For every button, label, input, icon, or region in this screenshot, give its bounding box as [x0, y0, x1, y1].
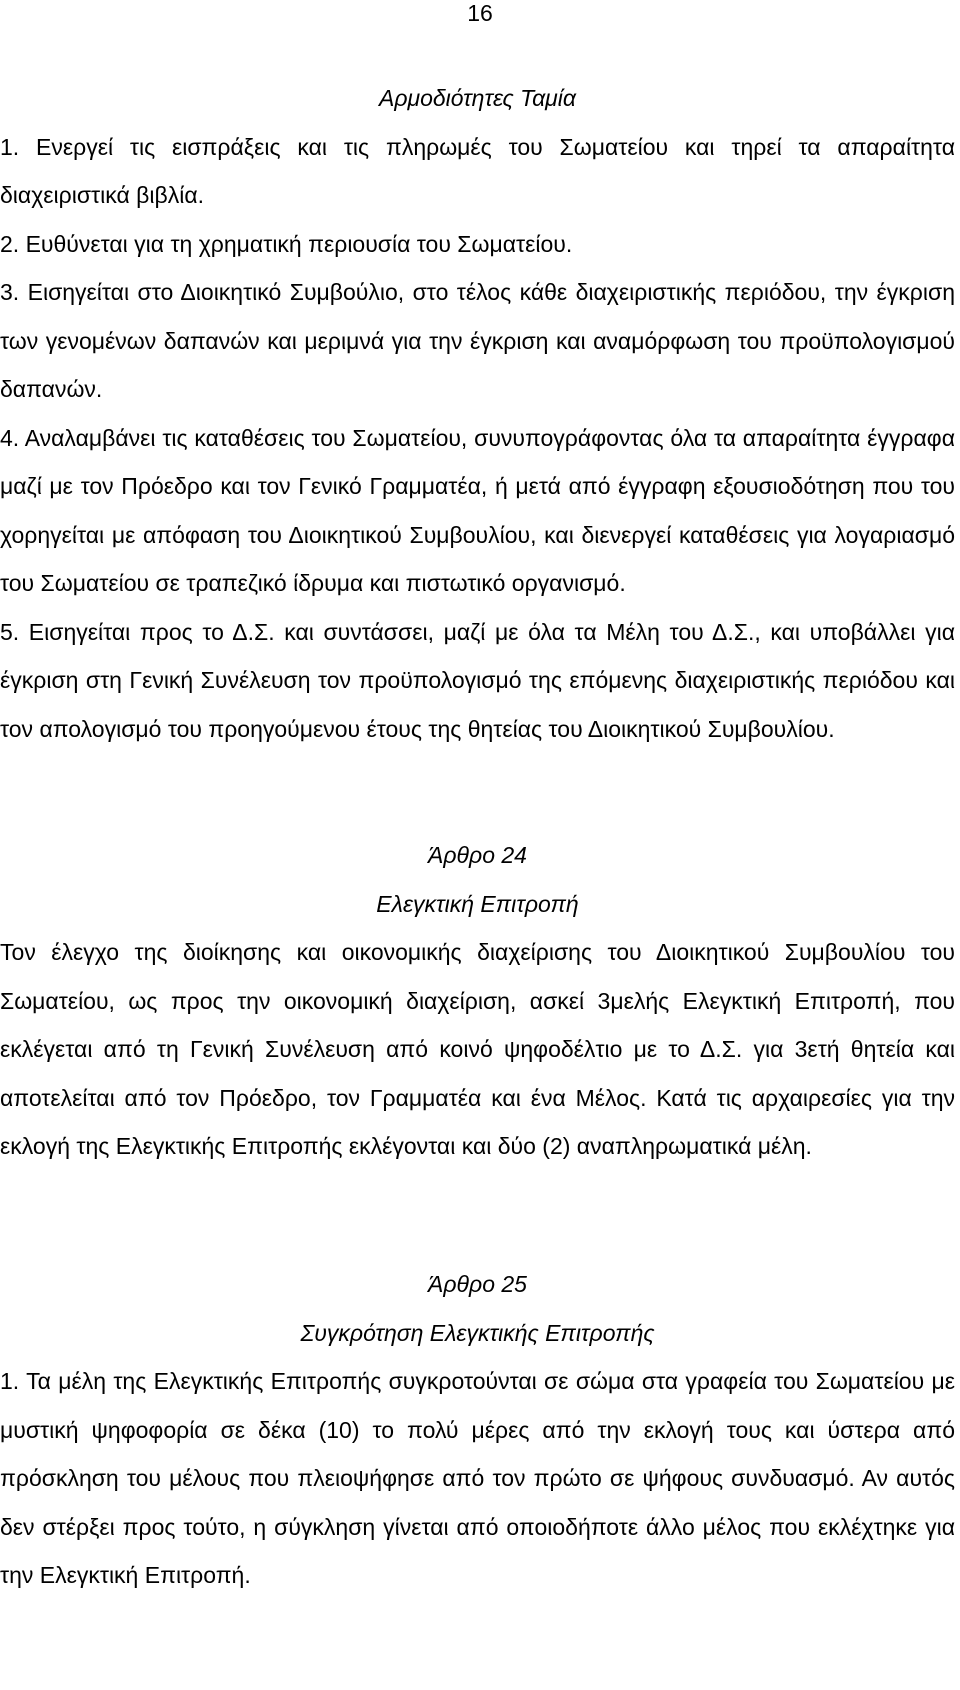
article-number: Άρθρο 25: [428, 1271, 527, 1297]
article-25-section: [0, 1260, 955, 1600]
paragraph: Τον έλεγχο της διοίκησης και οικονομικής διαχείρισης του Διοικητικού Συμβουλίου του Σωματείου, ως προς την οικονομική διαχείριση, ασκεί 3μελής Ελεγκτική Επιτροπή, που εκλέγεται από τη Γενική Συνέλευση από κοινό ψηφοδέλτιο με το Δ.Σ. για 3ετή θητεία και αποτελείται από τον Πρόεδρο, τον Γραμματέα και ένα Μέλος. Κατά τις αρχαιρεσίες για την εκλογή της Ελεγκτικής Επιτροπής εκλέγονται και δύο (2) αναπληρωματικά μέλη.: [0, 939, 955, 1159]
paragraph: 5. Εισηγείται προς το Δ.Σ. και συντάσσει, μαζί με όλα τα Μέλη του Δ.Σ., και υποβάλλει για έγκριση στη Γενική Συνέλευση τον προϋπολογισμό της επόμενης διαχειριστικής περιόδου και τον απολογισμό του προηγούμενου έτους της θητείας του Διοικητικού Συμβουλίου.: [0, 618, 955, 742]
paragraph: 3. Εισηγείται στο Διοικητικό Συμβούλιο, στο τέλος κάθε διαχειριστικής περιόδου, την έγκριση των γενομένων δαπανών και μεριμνά για την έγκριση και αναμόρφωση του προϋπολογισμού δαπανών.: [0, 279, 955, 402]
article-number: Άρθρο 24: [428, 842, 527, 868]
article-24-section: [0, 831, 955, 1171]
paragraph: 1. Τα μέλη της Ελεγκτικής Επιτροπής συγκροτούνται σε σώμα στα γραφεία του Σωματείου με μυστική ψηφοφορία σε δέκα (10) το πολύ μέρες από την εκλογή τους και ύστερα από πρόσκληση του μέλους που πλειοψήφησε από τον πρώτο σε ψήφους συνδυασμό. Αν αυτός δεν στέρξει προς τούτο, η σύγκληση γίνεται από οποιοδήποτε άλλο μέλος που εκλέχτηκε για την Ελεγκτική Επιτροπή.: [0, 1368, 955, 1588]
page-number: 16: [467, 0, 493, 26]
paragraph: 2. Ευθύνεται για τη χρηματική περιουσία του Σωματείου.: [0, 230, 573, 257]
paragraph: 4. Αναλαμβάνει τις καταθέσεις του Σωματείου, συνυπογράφοντας όλα τα απαραίτητα έγγραφα μαζί με τον Πρόεδρο και τον Γενικό Γραμματέα, ή μετά από έγγραφη εξουσιοδότηση που του χορηγείται με απόφαση του Διοικητικού Συμβουλίου, και διενεργεί καταθέσεις για λογαριασμό του Σωματείου σε τραπεζικό ίδρυμα και πιστωτικό οργανισμό.: [0, 424, 955, 596]
section-heading: Αρμοδιότητες Ταμία: [378, 85, 577, 111]
treasurer-duties-section: [0, 74, 955, 753]
paragraph: 1. Ενεργεί τις εισπράξεις και τις πληρωμές του Σωματείου και τηρεί τα απαραίτητα διαχειριστικά βιβλία.: [0, 133, 955, 208]
article-title: Συγκρότηση Ελεγκτικής Επιτροπής: [300, 1319, 655, 1346]
article-title: Ελεγκτική Επιτροπή: [376, 890, 579, 917]
